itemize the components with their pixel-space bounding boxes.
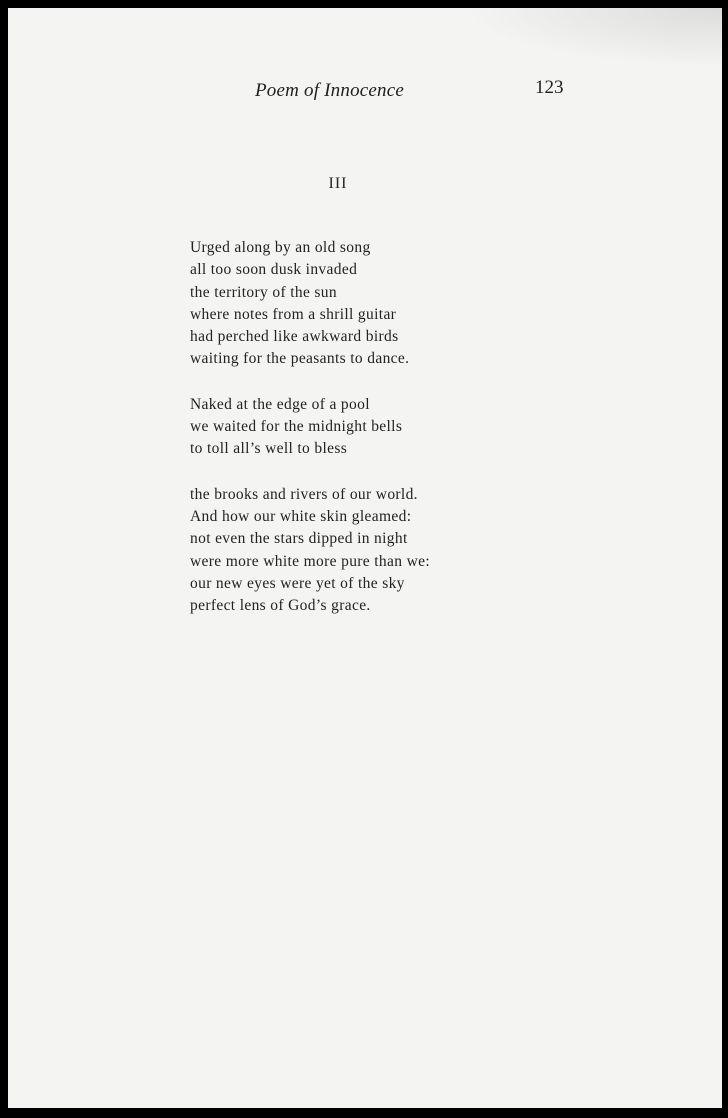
- book-page: [8, 8, 722, 1108]
- poem-line: were more white more pure than we:: [190, 552, 431, 570]
- poem-line: waiting for the peasants to dance.: [190, 350, 410, 368]
- stanza-break: [190, 371, 510, 394]
- poem-line: had perched like awkward birds: [190, 328, 399, 346]
- poem-line: perfect lens of God’s grace.: [190, 597, 371, 615]
- poem-line: the brooks and rivers of our world.: [190, 485, 418, 503]
- poem-line: the territory of the sun: [190, 283, 337, 301]
- poem-line: where notes from a shrill guitar: [190, 305, 397, 323]
- stanza-1: [190, 237, 510, 371]
- running-title: Poem of Innocence: [255, 80, 404, 101]
- poem-line: And how our white skin gleamed:: [190, 507, 412, 525]
- poem-line: not even the stars dipped in night: [190, 530, 408, 548]
- stanza-3: [190, 484, 510, 618]
- poem-line: Urged along by an old song: [190, 239, 371, 256]
- poem-line: all too soon dusk invaded: [190, 261, 358, 279]
- poem-line: our new eyes were yet of the sky: [190, 574, 405, 592]
- poem-body: [190, 237, 510, 617]
- poem-line: we waited for the midnight bells: [190, 418, 403, 436]
- poem-line: to toll all’s well to bless: [190, 440, 348, 458]
- page-number: 123: [535, 77, 564, 98]
- stanza-2: [190, 394, 510, 461]
- section-numeral: III: [328, 175, 348, 192]
- stanza-break: [190, 461, 510, 484]
- poem-line: Naked at the edge of a pool: [190, 395, 370, 413]
